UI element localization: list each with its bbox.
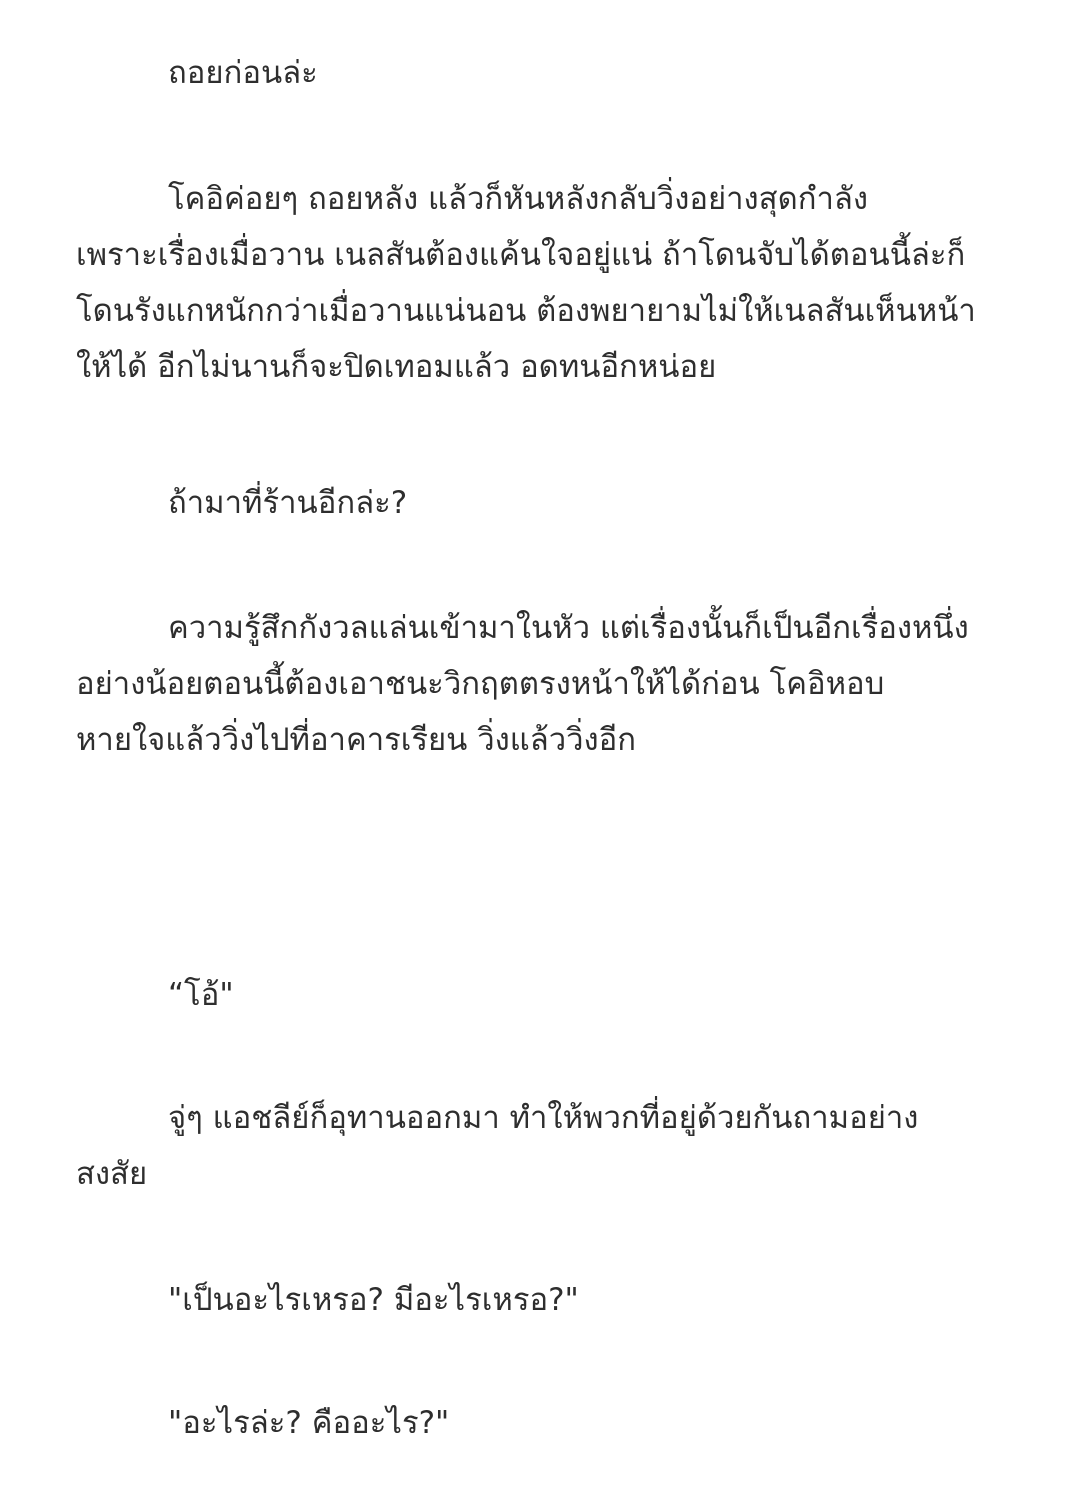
paragraph-1 <box>76 45 1016 101</box>
text-line: "เป็นอะไรเหรอ? มีอะไรเหรอ?" <box>168 1282 579 1318</box>
paragraph-2 <box>76 171 1016 395</box>
paragraph-5 <box>76 967 1016 1023</box>
paragraph-7 <box>76 1272 1016 1328</box>
text-line: ให้ได้ อีกไม่นานก็จะปิดเทอมแล้ว อดทนอีกหน่อย <box>76 349 717 385</box>
text-line: สงสัย <box>76 1156 148 1192</box>
text-line: โดนรังแกหนักกว่าเมื่อวานแน่นอน ต้องพยายามไม่ให้เนลสันเห็นหน้า <box>76 293 976 329</box>
text-line: ถอยก่อนล่ะ <box>168 55 318 91</box>
text-line: ถ้ามาที่ร้านอีกล่ะ? <box>168 485 408 521</box>
text-line: เพราะเรื่องเมื่อวาน เนลสันต้องแค้นใจอยู่แน่ ถ้าโดนจับได้ตอนนี้ล่ะก็ <box>76 237 966 273</box>
text-line: โคอิค่อยๆ ถอยหลัง แล้วก็หันหลังกลับวิ่งอย่างสุดกำลัง <box>168 181 869 217</box>
text-line: อย่างน้อยตอนนี้ต้องเอาชนะวิกฤตตรงหน้าให้ได้ก่อน โคอิหอบ <box>76 666 885 702</box>
text-line: “โอ้" <box>168 977 234 1013</box>
paragraph-4 <box>76 600 1016 768</box>
text-line: "อะไรล่ะ? คืออะไร?" <box>168 1405 450 1441</box>
paragraph-3 <box>76 475 1016 531</box>
paragraph-6 <box>76 1090 1016 1202</box>
text-line: ความรู้สึกกังวลแล่นเข้ามาในหัว แต่เรื่องนั้นก็เป็นอีกเรื่องหนึ่ง <box>168 610 969 646</box>
text-line: จู่ๆ แอชลีย์ก็อุทานออกมา ทำให้พวกที่อยู่ด้วยกันถามอย่าง <box>168 1100 919 1136</box>
text-line: หายใจแล้ววิ่งไปที่อาคารเรียน วิ่งแล้ววิ่งอีก <box>76 722 637 758</box>
paragraph-8 <box>76 1395 1016 1451</box>
